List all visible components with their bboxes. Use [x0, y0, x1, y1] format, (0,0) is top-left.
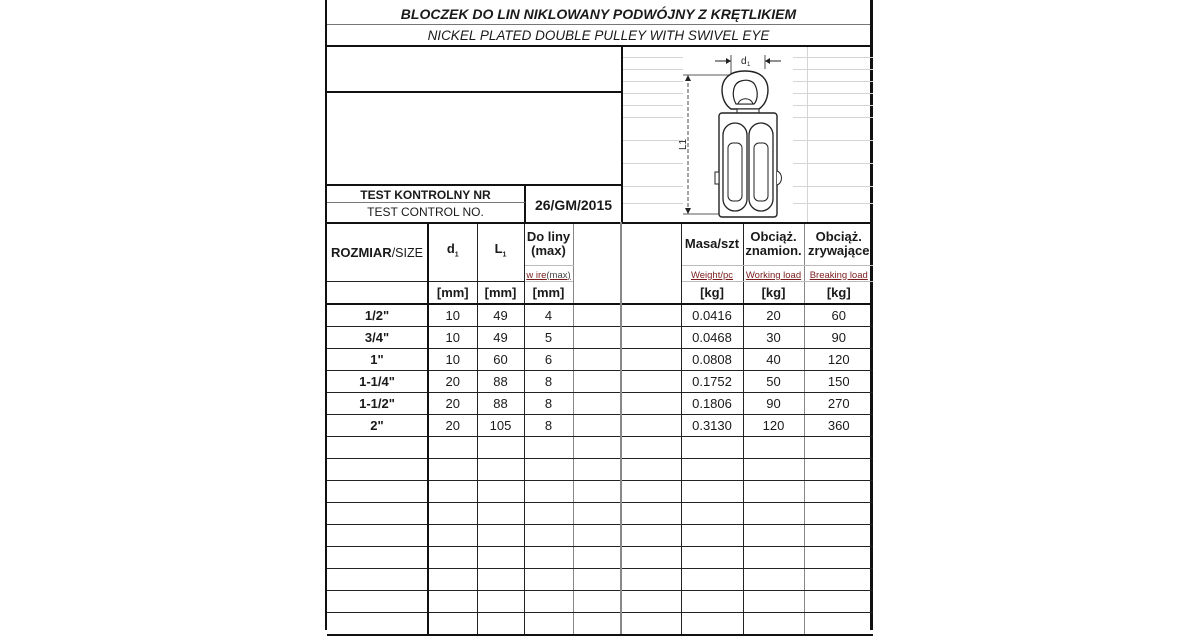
unit-cell-d1: [mm] — [428, 281, 477, 304]
cell-wire: 4 — [524, 304, 573, 327]
cell-L1: 49 — [477, 304, 524, 327]
test-control-label-en: TEST CONTROL NO. — [327, 203, 526, 222]
empty-table-row — [327, 480, 873, 502]
cell-working-load: 50 — [743, 370, 804, 392]
cell-wire: 8 — [524, 392, 573, 414]
column-header-working-load-en: Working load — [743, 265, 804, 281]
cell-empty — [621, 348, 681, 370]
cell-mass: 0.0468 — [681, 326, 743, 348]
test-control-label-pl: TEST KONTROLNY NR — [327, 186, 526, 203]
cell-working-load: 120 — [743, 414, 804, 436]
cell-breaking-load: 60 — [804, 304, 873, 327]
cell-mass: 0.1752 — [681, 370, 743, 392]
svg-text:L1: L1 — [678, 138, 689, 150]
table-row — [327, 370, 873, 392]
cell-size: 1/2" — [327, 304, 428, 327]
empty-table-row — [327, 546, 873, 568]
table-row — [327, 326, 873, 348]
cell-d1: 20 — [428, 392, 477, 414]
unit-cell-L1: [mm] — [477, 281, 524, 304]
table-row — [327, 304, 873, 327]
empty-table-row — [327, 568, 873, 590]
column-header-empty-2 — [621, 223, 681, 304]
column-header-mass-pl: Masa/szt — [681, 223, 743, 265]
cell-size: 3/4" — [327, 326, 428, 348]
cell-size: 1" — [327, 348, 428, 370]
page-title: BLOCZEK DO LIN NIKLOWANY PODWÓJNY Z KRĘTLIKIEM — [327, 0, 870, 25]
empty-table-row — [327, 524, 873, 546]
cell-wire: 8 — [524, 370, 573, 392]
blank-block-middle — [327, 93, 623, 186]
cell-d1: 10 — [428, 304, 477, 327]
cell-d1: 20 — [428, 370, 477, 392]
empty-table-row — [327, 458, 873, 480]
cell-size: 1-1/4" — [327, 370, 428, 392]
column-header-wire-pl: Do liny (max) — [524, 223, 573, 265]
unit-cell-size — [327, 281, 428, 304]
cell-empty — [573, 392, 621, 414]
cell-empty — [621, 392, 681, 414]
column-header-L1: $L_1$ — [477, 223, 524, 281]
cell-d1: 20 — [428, 414, 477, 436]
empty-table-row — [327, 436, 873, 458]
column-header-working-load-pl: Obciąż. znamion. — [743, 223, 804, 265]
cell-L1: 88 — [477, 392, 524, 414]
svg-text:d: d — [741, 56, 747, 67]
cell-breaking-load: 120 — [804, 348, 873, 370]
cell-breaking-load: 360 — [804, 414, 873, 436]
cell-empty — [621, 326, 681, 348]
cell-L1: 60 — [477, 348, 524, 370]
cell-empty — [573, 348, 621, 370]
unit-cell-wire: [mm] — [524, 281, 573, 304]
cell-d1: 10 — [428, 326, 477, 348]
column-header-d1: $d_1$ — [428, 223, 477, 281]
cell-breaking-load: 90 — [804, 326, 873, 348]
cell-wire: 6 — [524, 348, 573, 370]
cell-breaking-load: 270 — [804, 392, 873, 414]
page-subtitle: NICKEL PLATED DOUBLE PULLEY WITH SWIVEL EYE — [327, 25, 870, 47]
unit-cell-working-load: [kg] — [743, 281, 804, 304]
cell-L1: 105 — [477, 414, 524, 436]
empty-table-row — [327, 502, 873, 524]
test-control-number: 26/GM/2015 — [526, 186, 623, 222]
column-header-breaking-load-en: Breaking load — [804, 265, 873, 281]
empty-table-row — [327, 612, 873, 635]
cell-mass: 0.0808 — [681, 348, 743, 370]
unit-cell-mass: [kg] — [681, 281, 743, 304]
cell-wire: 8 — [524, 414, 573, 436]
cell-wire: 5 — [524, 326, 573, 348]
specification-table — [327, 222, 873, 636]
table-row — [327, 392, 873, 414]
cell-breaking-load: 150 — [804, 370, 873, 392]
table-row — [327, 348, 873, 370]
cell-working-load: 20 — [743, 304, 804, 327]
cell-empty — [621, 414, 681, 436]
cell-empty — [573, 304, 621, 327]
cell-working-load: 90 — [743, 392, 804, 414]
cell-empty — [621, 370, 681, 392]
column-header-mass-en: Weight/pc — [681, 265, 743, 281]
cell-size: 2" — [327, 414, 428, 436]
cell-empty — [621, 304, 681, 327]
cell-L1: 88 — [477, 370, 524, 392]
spec-sheet — [325, 0, 873, 630]
cell-working-load: 30 — [743, 326, 804, 348]
table-row — [327, 414, 873, 436]
cell-working-load: 40 — [743, 348, 804, 370]
column-header-breaking-load-pl: Obciąż. zrywające — [804, 223, 873, 265]
column-header-empty-1 — [573, 223, 621, 304]
blank-block-top — [327, 47, 623, 93]
cell-empty — [573, 370, 621, 392]
cell-mass: 0.3130 — [681, 414, 743, 436]
cell-mass: 0.1806 — [681, 392, 743, 414]
cell-empty — [573, 326, 621, 348]
unit-cell-breaking-load: [kg] — [804, 281, 873, 304]
svg-text:1: 1 — [747, 62, 751, 68]
product-diagram — [623, 47, 873, 222]
double-pulley-drawing-icon — [623, 47, 873, 222]
cell-d1: 10 — [428, 348, 477, 370]
empty-table-row — [327, 590, 873, 612]
cell-empty — [573, 414, 621, 436]
column-header-wire-en: w ire(max) — [524, 265, 573, 281]
cell-size: 1-1/2" — [327, 392, 428, 414]
cell-L1: 49 — [477, 326, 524, 348]
cell-mass: 0.0416 — [681, 304, 743, 327]
column-header-size: ROZMIAR/SIZE — [327, 223, 428, 281]
